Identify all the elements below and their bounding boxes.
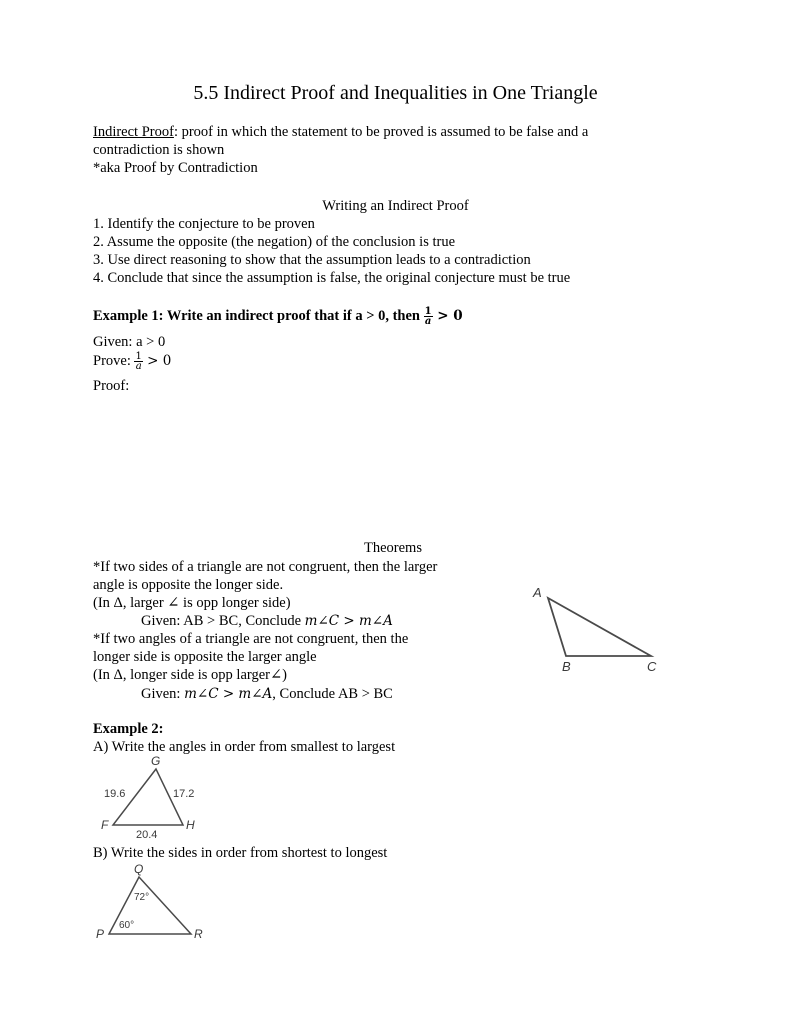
theorem2-line-2: longer side is opposite the larger angle <box>93 649 317 665</box>
theorem2-line-1: *If two angles of a triangle are not congruent, then the <box>93 631 409 647</box>
vertex-h-label: H <box>186 818 195 832</box>
vertex-f-label: F <box>101 818 109 832</box>
theorem2-note: (In Δ, longer side is opp larger∠) <box>93 667 287 683</box>
angle-q-measure: 72° <box>134 892 150 903</box>
side-gh-length: 17.2 <box>173 788 195 800</box>
step-4: 4. Conclude that since the assumption is false, the original conjecture must be true <box>93 270 571 286</box>
theorem1-given-text: Given: AB > BC, Conclude <box>141 613 305 629</box>
prove-fraction-denominator: a <box>135 361 142 373</box>
aka-note: *aka Proof by Contradiction <box>93 160 258 176</box>
vertex-c-label: C <box>647 659 657 674</box>
vertex-a-label: A <box>533 585 542 600</box>
prove-label: Prove: <box>93 353 135 369</box>
triangle-abc-figure <box>525 580 675 675</box>
side-fg-length: 19.6 <box>104 788 126 800</box>
angle-p-measure: 60° <box>119 920 135 931</box>
example1-fraction <box>424 307 433 326</box>
example1-heading-text: Example 1: Write an indirect proof that if a > 0, then <box>93 308 424 324</box>
definition-text-1: proof in which the statement to be proved is assumed to be false and a <box>177 124 589 140</box>
triangle-pqr-figure <box>94 860 214 945</box>
page-title: 5.5 Indirect Proof and Inequalities in One Triangle <box>193 82 598 104</box>
example2-part-b: B) Write the sides in order from shortest to longest <box>93 845 388 861</box>
fraction-numerator: 1 <box>424 306 432 318</box>
side-fh-length: 20.4 <box>136 829 158 841</box>
step-2: 2. Assume the opposite (the negation) of the conclusion is true <box>93 234 456 250</box>
vertex-r-label: R <box>194 927 203 941</box>
vertex-b-label: B <box>562 659 571 674</box>
definition-colon: : <box>173 124 178 140</box>
example1-heading <box>93 307 463 326</box>
writing-heading: Writing an Indirect Proof <box>322 198 469 214</box>
example1-prove <box>93 352 171 371</box>
theorem2-given <box>141 685 393 703</box>
vertex-p-label: P <box>96 927 105 941</box>
definition-line-1 <box>93 123 588 141</box>
theorem1-line-1: *If two sides of a triangle are not congruent, then the larger <box>93 559 438 575</box>
step-1: 1. Identify the conjecture to be proven <box>93 216 315 232</box>
definition-line-2: contradiction is shown <box>93 142 225 158</box>
fraction-denominator: a <box>424 316 432 328</box>
example2-heading: Example 2: <box>93 721 164 737</box>
vertex-g-label: G <box>151 754 161 768</box>
prove-fraction <box>134 352 142 371</box>
example2-part-a: A) Write the angles in order from smallest to largest <box>93 739 396 755</box>
example1-proof-label: Proof: <box>93 378 130 394</box>
theorem2-given-prefix: Given: <box>141 686 185 702</box>
theorem1-given-math: m∠C > m∠A <box>304 613 393 629</box>
triangle-fgh-figure <box>98 752 208 842</box>
theorems-heading: Theorems <box>364 540 422 556</box>
theorem1-given <box>141 612 393 630</box>
theorem1-note: (In Δ, larger ∠ is opp longer side) <box>93 595 291 611</box>
vertex-q-label: Q <box>134 862 144 876</box>
example1-gt-zero: > 0 <box>432 308 463 324</box>
prove-fraction-numerator: 1 <box>135 351 142 363</box>
theorem1-line-2: angle is opposite the longer side. <box>93 577 284 593</box>
triangle-abc-shape <box>548 598 651 656</box>
theorem2-given-suffix: , Conclude AB > BC <box>272 686 393 702</box>
definition-term: Indirect Proof <box>93 124 174 140</box>
prove-gt-zero: > 0 <box>142 353 172 369</box>
step-3: 3. Use direct reasoning to show that the assumption leads to a contradiction <box>93 252 531 268</box>
theorem2-given-math: m∠C > m∠A <box>184 686 273 702</box>
example1-given: Given: a > 0 <box>93 334 166 350</box>
